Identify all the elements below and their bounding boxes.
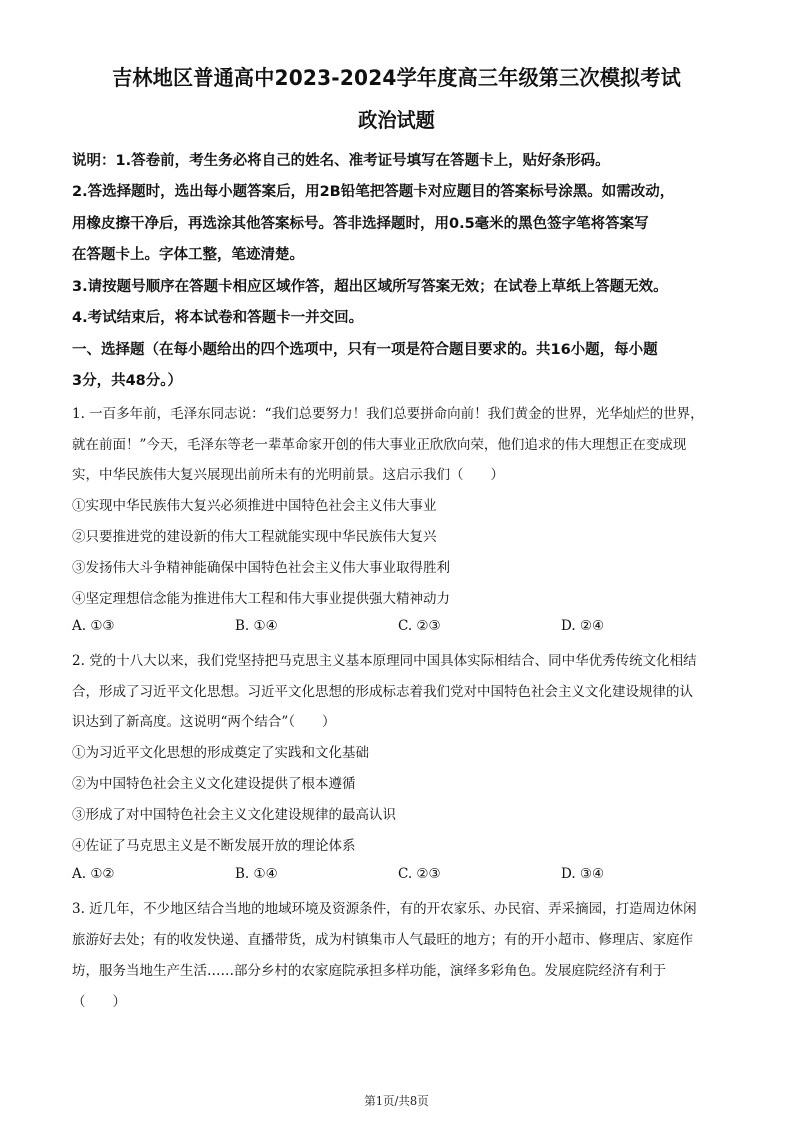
q3-stem-line-4: （ ） (72, 994, 126, 1010)
instruction-2-line-2: 用橡皮擦干净后，再选涂其他答案标号。答非选择题时，用0.5毫米的黑色签字笔将答案写 (72, 216, 649, 232)
q3-stem-line-2: 旅游好去处；有的收发快递、直播带货，成为村镇集市人气最旺的地方；有的开小超市、修理店、家庭作 (72, 932, 693, 948)
subject-title: 政治试题 (358, 108, 435, 132)
instruction-2-line-3: 在答题卡上。字体工整，笔迹清楚。 (72, 247, 304, 263)
q2-option-c: C. ②③ (398, 866, 441, 882)
q1-stem-line-2: 就在前面！”今天，毛泽东等老一辈革命家开创的伟大事业正欣欣向荣，他们追求的伟大理想正在变成现 (72, 437, 687, 453)
q2-stem-line-3: 识达到了新高度。这说明“两个结合”（ ） (72, 714, 336, 730)
q2-stem-line-2: 合，形成了习近平文化思想。习近平文化思想的形成标志着我们党对中国特色社会主义文化建设规律的认 (72, 684, 693, 700)
q2-option-d: D. ③④ (561, 866, 605, 882)
q2-option-b: B. ①④ (235, 866, 278, 882)
q1-option-c: C. ②③ (398, 618, 441, 634)
q1-statement-1: ①实现中华民族伟大复兴必须推进中国特色社会主义伟大事业 (72, 498, 437, 514)
instruction-2-line-1: 2.答选择题时，选出每小题答案后，用2B铅笔把答题卡对应题目的答案标号涂黑。如需改动， (72, 184, 675, 200)
q1-statement-3: ③发扬伟大斗争精神能确保中国特色社会主义伟大事业取得胜利 (72, 560, 450, 576)
instruction-1: 说明：1.答卷前，考生务必将自己的姓名、准考证号填写在答题卡上，贴好条形码。 (72, 153, 610, 169)
instruction-4: 4.考试结束后，将本试卷和答题卡一并交回。 (72, 310, 364, 326)
instruction-3: 3.请按题号顺序在答题卡相应区域作答，超出区域所写答案无效；在试卷上草纸上答题无效。 (72, 279, 668, 295)
q1-statement-4: ④坚定理想信念能为推进伟大工程和伟大事业提供强大精神动力 (72, 591, 450, 607)
q1-option-d: D. ②④ (561, 618, 605, 634)
section-heading-line-2: 3分，共48分。） (72, 373, 183, 389)
q2-statement-2: ②为中国特色社会主义文化建设提供了根本遵循 (72, 776, 356, 792)
q2-option-a: A. ①② (72, 866, 115, 882)
section-heading-line-1: 一、选择题（在每小题给出的四个选项中，只有一项是符合题目要求的。共16小题，每小题 (72, 342, 658, 358)
q1-option-a: A. ①③ (72, 618, 115, 634)
q1-stem-line-3: 实，中华民族伟大复兴展现出前所未有的光明前景。这启示我们（ ） (72, 467, 504, 483)
q2-statement-1: ①为习近平文化思想的形成奠定了实践和文化基础 (72, 745, 369, 761)
q3-stem-line-3: 坊，服务当地生产生活……部分乡村的农家庭院承担多样功能，演绎多彩角色。发展庭院经济有利于 (72, 963, 666, 979)
q3-stem-line-1: 3. 近几年，不少地区结合当地的地域环境及资源条件，有的开农家乐、办民宿、弄采摘园，打造周边休闲 (72, 901, 697, 917)
page-number: 第1页/共8页 (364, 1094, 429, 1108)
q2-statement-3: ③形成了对中国特色社会主义文化建设规律的最高认识 (72, 807, 396, 823)
q2-statement-4: ④佐证了马克思主义是不断发展开放的理论体系 (72, 838, 356, 854)
q1-statement-2: ②只要推进党的建设新的伟大工程就能实现中华民族伟大复兴 (72, 529, 437, 545)
exam-title: 吉林地区普通高中2023-2024学年度高三年级第三次模拟考试 (112, 66, 681, 90)
q1-stem-line-1: 1. 一百多年前，毛泽东同志说：“我们总要努力！我们总要拼命向前！我们黄金的世界，光华灿烂的世界， (72, 406, 704, 422)
q1-option-b: B. ①④ (235, 618, 278, 634)
q2-stem-line-1: 2. 党的十八大以来，我们党坚持把马克思主义基本原理同中国具体实际相结合、同中华优秀传统文化相结 (72, 653, 697, 669)
